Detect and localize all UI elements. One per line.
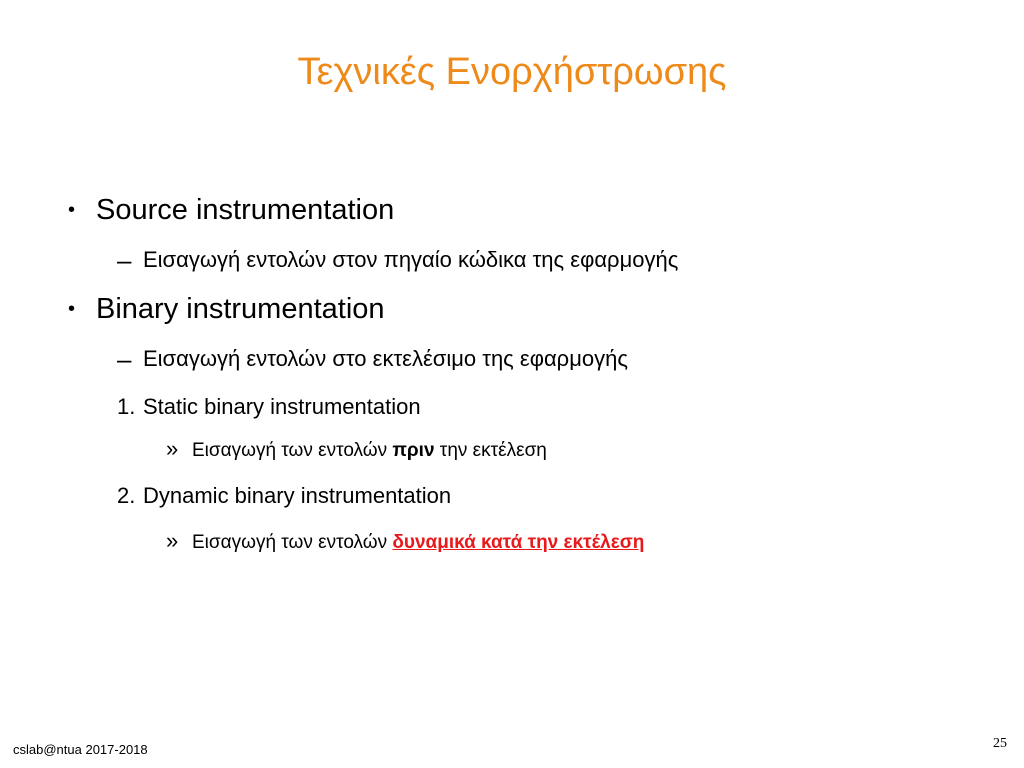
bullet-icon: •: [68, 298, 76, 320]
detail-highlight: δυναμικά κατά την εκτέλεση: [392, 532, 645, 553]
dash-icon: –: [117, 245, 132, 275]
sub-bullet-text: Εισαγωγή εντολών στον πηγαίο κώδικα της εφαρμογής: [143, 247, 679, 272]
detail-text: [192, 530, 644, 556]
footer-credit: cslab@ntua 2017-2018: [13, 742, 148, 757]
bullet-text: Source instrumentation: [96, 194, 395, 226]
detail-emphasis: πριν: [392, 440, 435, 461]
detail-prefix: Εισαγωγή των εντολών: [192, 532, 393, 553]
double-chevron-icon: »: [166, 528, 179, 553]
item-text: Dynamic binary instrumentation: [143, 483, 452, 508]
page-number: 25: [993, 736, 1007, 751]
item-number: 1.: [117, 394, 136, 419]
detail-suffix: την εκτέλεση: [434, 440, 547, 461]
detail-text: [192, 438, 547, 464]
sub-bullet-text: Εισαγωγή εντολών στο εκτελέσιμο της εφαρμογής: [143, 346, 628, 371]
detail-prefix: Εισαγωγή των εντολών: [192, 440, 393, 461]
item-number: 2.: [117, 483, 136, 508]
bullet-icon: •: [68, 199, 76, 221]
item-text: Static binary instrumentation: [143, 394, 421, 419]
dash-icon: –: [117, 344, 132, 374]
slide-title: Τεχνικές Ενορχήστρωσης: [297, 51, 727, 93]
double-chevron-icon: »: [166, 436, 179, 461]
bullet-text: Binary instrumentation: [96, 293, 385, 325]
